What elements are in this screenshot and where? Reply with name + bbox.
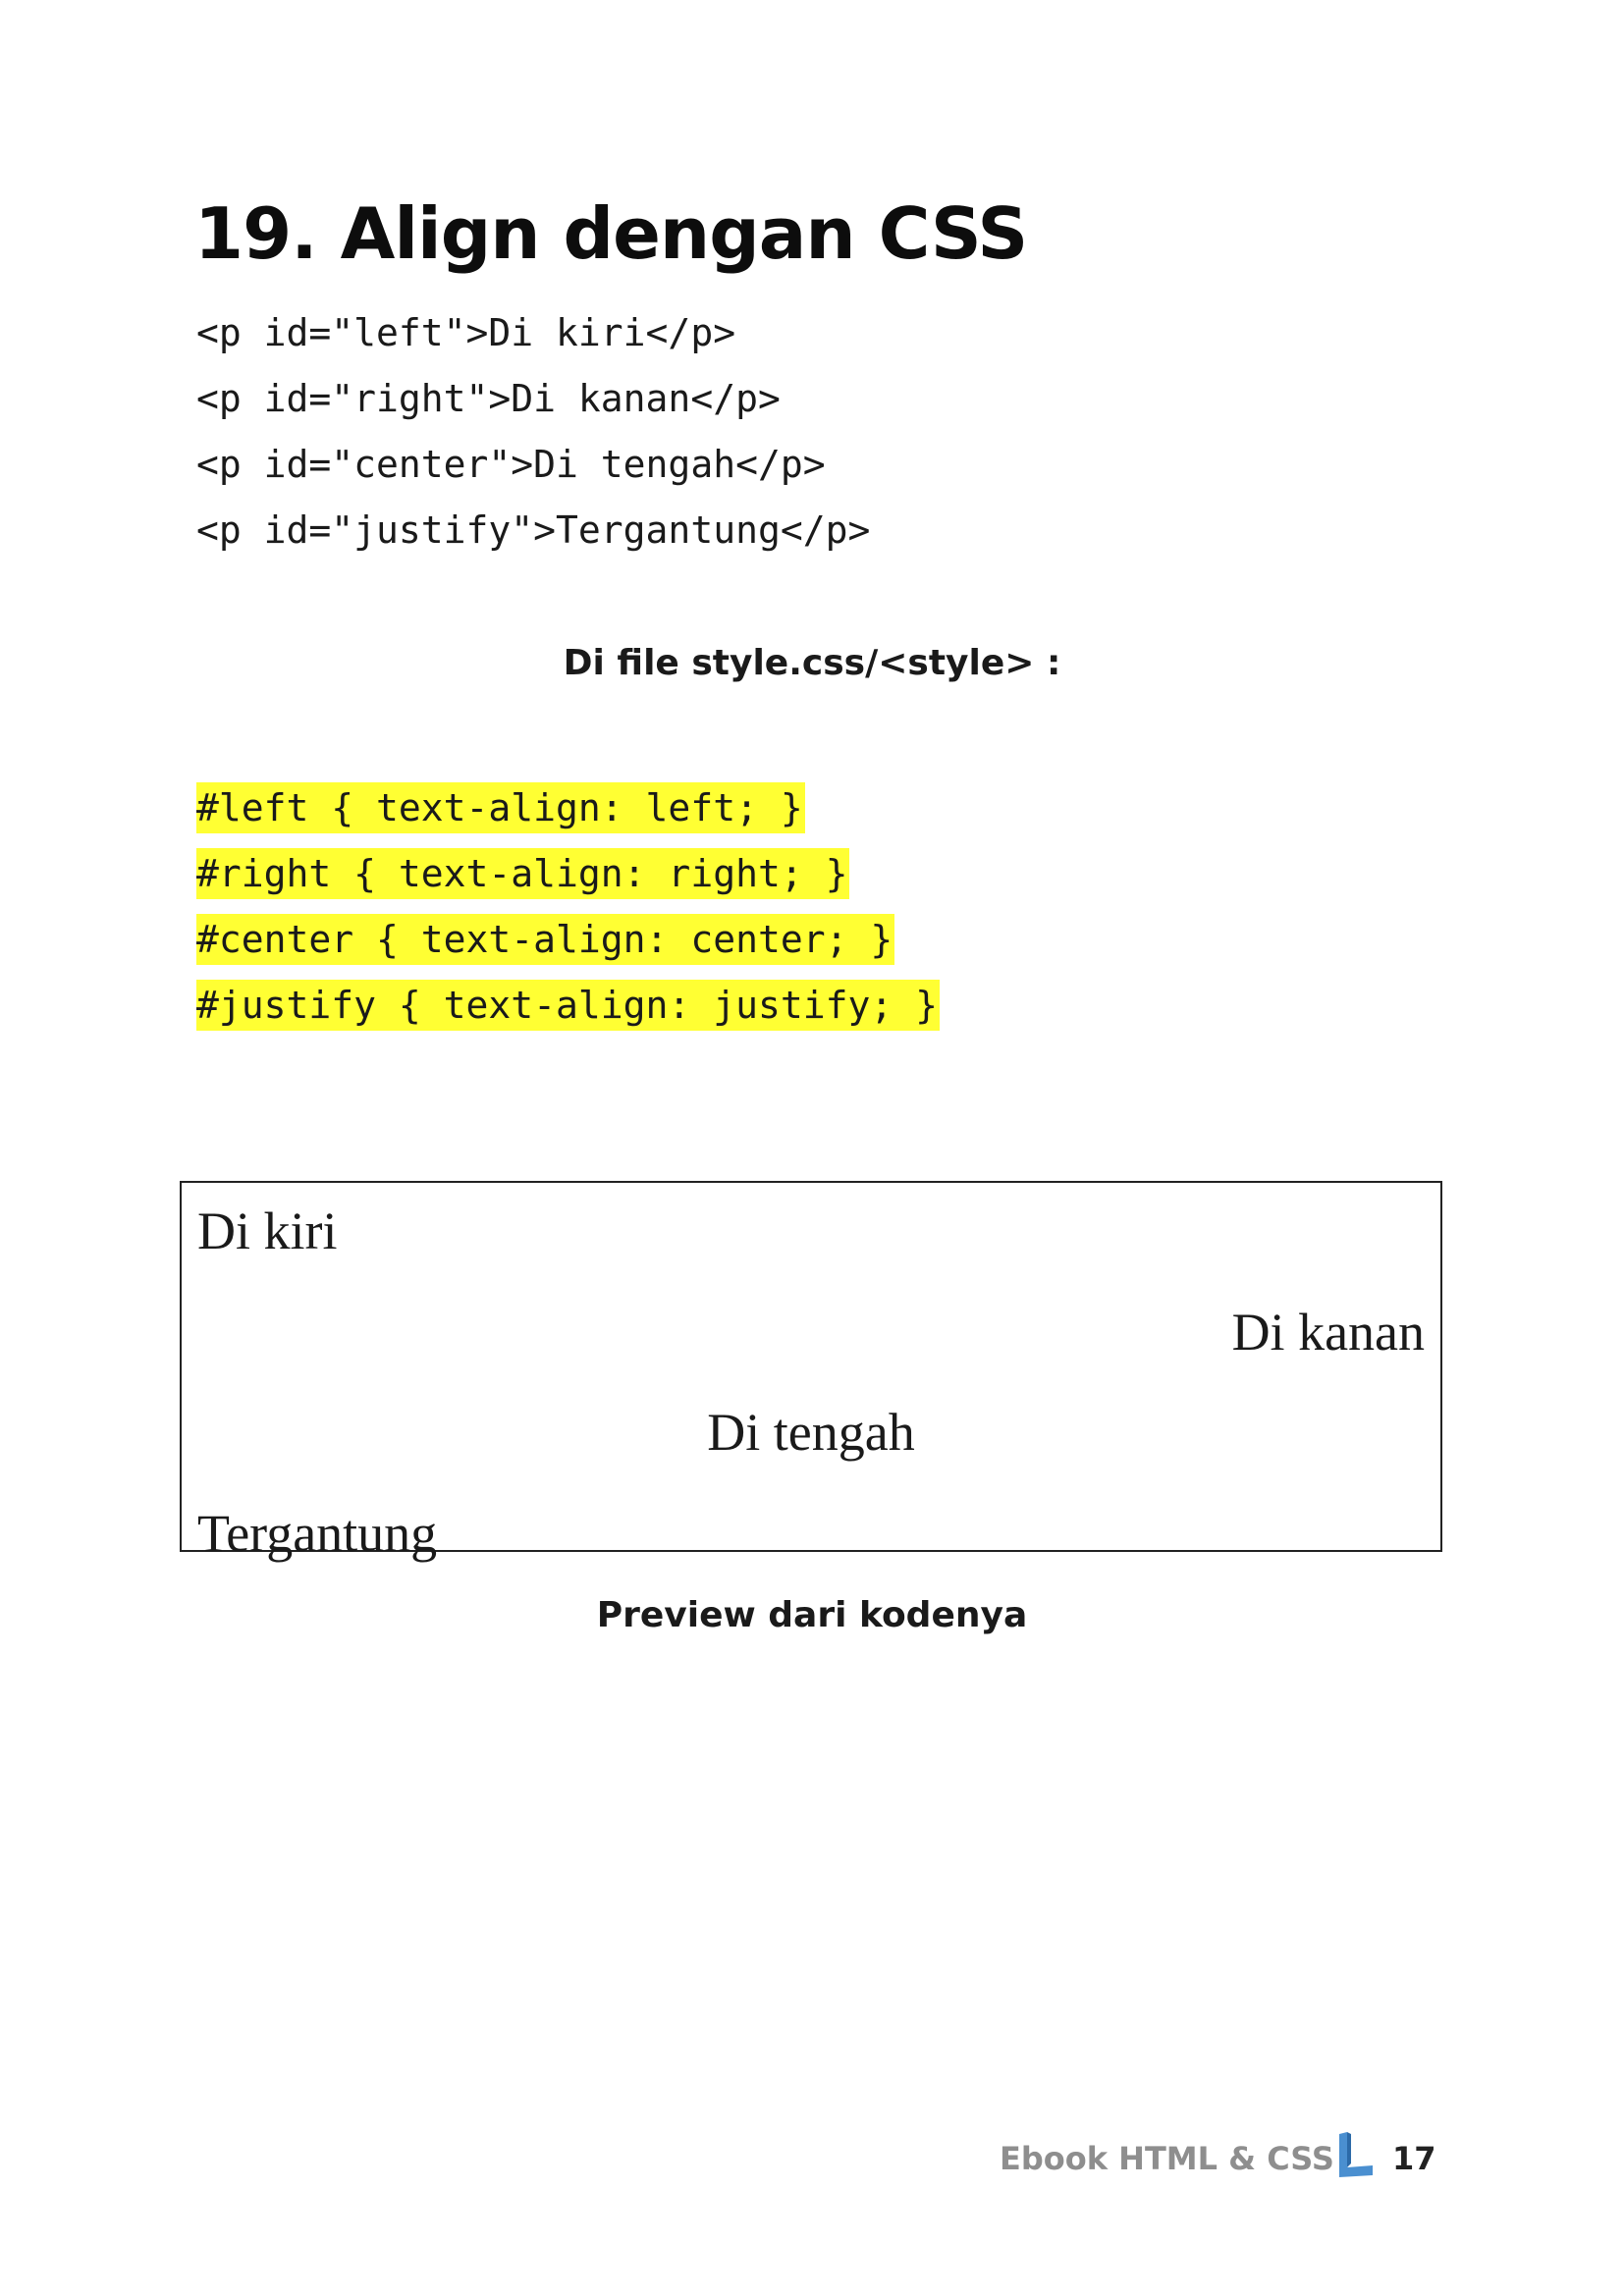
highlighted-code: #left { text-align: left; } <box>196 782 805 833</box>
html-code-line: <p id="center">Di tengah</p> <box>196 443 826 486</box>
html-code-line: <p id="justify">Tergantung</p> <box>196 508 871 552</box>
css-file-caption: Di file style.css/<style> : <box>563 643 1061 683</box>
preview-left-text: Di kiri <box>197 1201 338 1260</box>
html-code-line: <p id="left">Di kiri</p> <box>196 311 736 354</box>
css-code-line <box>196 973 940 1039</box>
highlighted-code: #right { text-align: right; } <box>196 848 849 899</box>
preview-box <box>180 1181 1442 1563</box>
ebook-logo-icon <box>1333 2130 1377 2179</box>
footer-brand: Ebook HTML & CSS <box>1000 2140 1334 2177</box>
css-code-line <box>196 841 940 907</box>
preview-right-text: Di kanan <box>1231 1303 1425 1362</box>
page-title: 19. Align dengan CSS <box>194 192 1028 275</box>
highlighted-code: #center { text-align: center; } <box>196 914 894 965</box>
css-code-block <box>196 775 940 1039</box>
css-code-line <box>196 775 940 841</box>
preview-caption: Preview dari kodenya <box>596 1595 1028 1635</box>
page-footer <box>992 2130 1434 2189</box>
highlighted-code: #justify { text-align: justify; } <box>196 980 940 1031</box>
css-code-line <box>196 907 940 973</box>
page-number: 17 <box>1392 2140 1436 2177</box>
html-code-line: <p id="right">Di kanan</p> <box>196 377 781 420</box>
preview-center-text: Di tengah <box>707 1403 915 1462</box>
preview-justify-text: Tergantung <box>197 1504 438 1563</box>
html-code-block <box>196 300 870 563</box>
